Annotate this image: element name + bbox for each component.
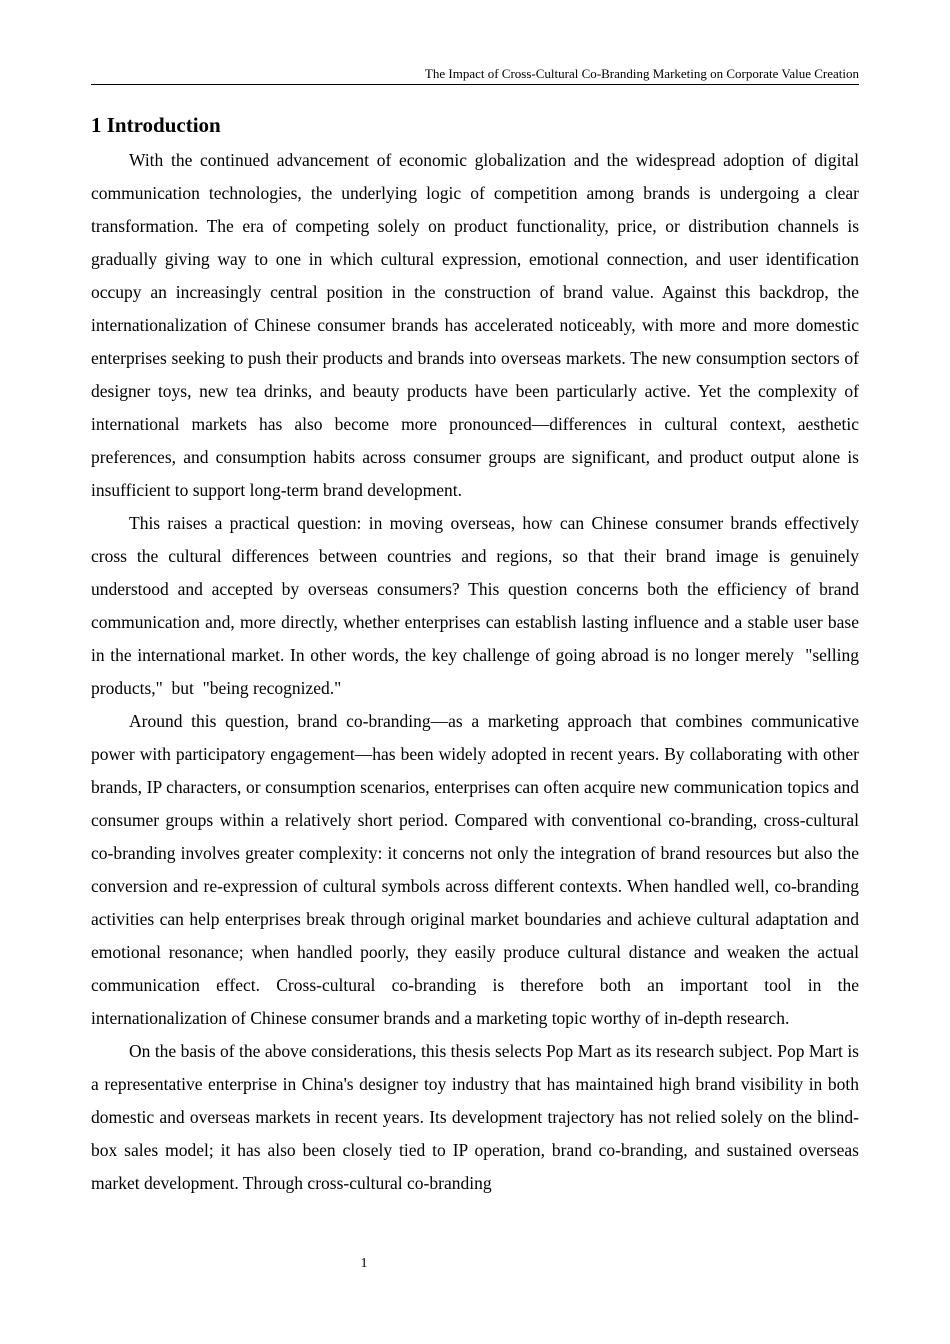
section-heading: 1 Introduction xyxy=(91,113,221,137)
paragraph-1: With the continued advancement of economic globalization and the widespread adoption of digital communication technologies, the underlying logic of competition among brands is undergoing a clear transformation. The era of competing solely on product functionality, price, or distribution channels is gradually giving way to one in which cultural expression, emotional connection, and user identification occupy an increasingly central position in the construction of brand value. Against this backdrop, the internationalization of Chinese consumer brands has accelerated noticeably, with more and more domestic enterprises seeking to push their products and brands into overseas markets. The new consumption sectors of designer toys, new tea drinks, and beauty products have been particularly active. Yet the complexity of international markets has also become more pronounced—differences in cultural context, aesthetic preferences, and consumption habits across consumer groups are significant, and product output alone is insufficient to support long-term brand development. xyxy=(91,150,859,500)
page-number: 1 xyxy=(360,1256,368,1271)
paragraph-2: This raises a practical question: in moving overseas, how can Chinese consumer brands effectively cross the cultural differences between countries and regions, so that their brand image is genuinely understood and accepted by overseas consumers? This question concerns both the efficiency of brand communication and, more directly, whether enterprises can establish lasting influence and a stable user base in the international market. In other words, the key challenge of going abroad is no longer merely "selling products," but "being recognized." xyxy=(91,513,859,698)
paragraph-3: Around this question, brand co-branding—as a marketing approach that combines communicative power with participatory engagement—has been widely adopted in recent years. By collaborating with other brands, IP characters, or consumption scenarios, enterprises can often acquire new communication topics and consumer groups within a relatively short period. Compared with conventional co-branding, cross-cultural co-branding involves greater complexity: it concerns not only the integration of brand resources but also the conversion and re-expression of cultural symbols across different contexts. When handled well, co-branding activities can help enterprises break through original market boundaries and achieve cultural adaptation and emotional resonance; when handled poorly, they easily produce cultural distance and weaken the actual communication effect. Cross-cultural co-branding is therefore both an important tool in the internationalization of Chinese consumer brands and a marketing topic worthy of in-depth research. xyxy=(91,711,859,1028)
paragraph-4: On the basis of the above considerations, this thesis selects Pop Mart as its research subject. Pop Mart is a representative enterprise in China's designer toy industry that has maintained high brand visibility in both domestic and overseas markets in recent years. Its development trajectory has not relied solely on the blind-box sales model; it has also been closely tied to IP operation, brand co-branding, and sustained overseas market development. Through cross-cultural co-branding xyxy=(91,1041,859,1193)
running-header: The Impact of Cross-Cultural Co-Branding Marketing on Corporate Value Creation xyxy=(91,66,859,85)
page-body xyxy=(91,108,859,1200)
